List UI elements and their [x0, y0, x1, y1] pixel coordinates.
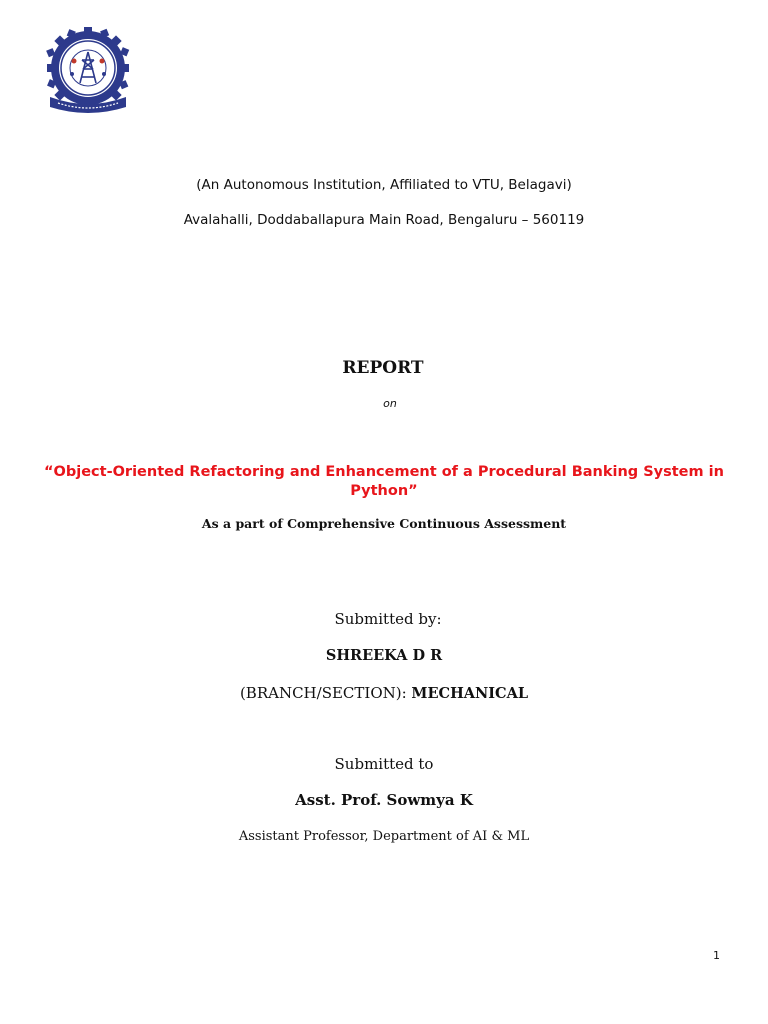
submitted-by-label: Submitted by: [334, 610, 442, 628]
branch-line [0, 684, 768, 702]
submitted-to-label: Submitted to [334, 755, 434, 773]
guide-designation: Assistant Professor, Department of AI & ML [238, 829, 530, 844]
address-line: Avalahalli, Doddaballapura Main Road, Bengaluru – 560119 [183, 212, 585, 228]
assessment-note: As a part of Comprehensive Continuous Assessment [201, 516, 567, 531]
institution-logo [44, 27, 132, 113]
on-label: on [383, 397, 397, 410]
page-number: 1 [713, 949, 720, 962]
guide-name: Asst. Prof. Sowmya K [295, 791, 473, 809]
branch-value: MECHANICAL [411, 685, 529, 702]
report-heading: REPORT [342, 358, 424, 378]
project-title: “Object-Oriented Refactoring and Enhancement of a Procedural Banking System in Python” [44, 464, 724, 499]
student-name: SHREEKA D R [325, 647, 443, 664]
branch-label: (BRANCH/SECTION): [239, 684, 412, 702]
affiliation-line: (An Autonomous Institution, Affiliated to VTU, Belagavi) [196, 177, 572, 193]
institution-seal-icon [44, 27, 132, 113]
